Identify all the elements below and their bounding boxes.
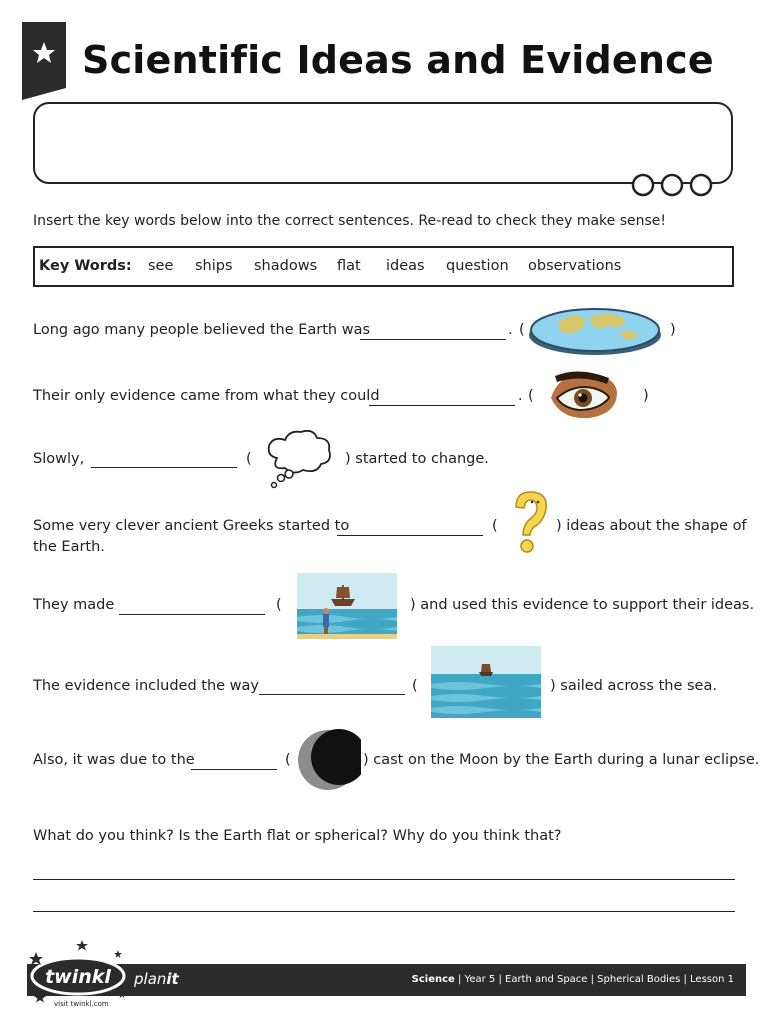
- ship-sea-image: [431, 646, 541, 718]
- answer-blank-4[interactable]: [337, 535, 483, 536]
- answer-line-2[interactable]: [33, 911, 735, 912]
- question-mark-image: [510, 489, 550, 555]
- sentence-6-end: ) sailed across the sea.: [550, 678, 717, 694]
- moon-eclipse-image: [295, 727, 361, 793]
- key-word: ships: [195, 258, 233, 274]
- lesson-breadcrumb: Science | Year 5 | Earth and Space | Spherical Bodies | Lesson 1: [411, 974, 734, 985]
- instructions-text: Insert the key words below into the correct sentences. Re-read to check they make sense!: [33, 213, 667, 229]
- sentence-1-period: .: [508, 322, 513, 338]
- key-word: shadows: [254, 258, 318, 274]
- sentence-1-text: Long ago many people believed the Earth was: [33, 322, 371, 338]
- sentence-6-text: The evidence included the way: [33, 678, 260, 694]
- ship-observer-image: [297, 573, 397, 639]
- answer-blank-7[interactable]: [191, 769, 277, 770]
- sentence-5-text: They made: [33, 597, 115, 613]
- key-word: ideas: [386, 258, 425, 274]
- sentence-5-end: ) and used this evidence to support their ideas.: [410, 597, 755, 613]
- key-word: question: [446, 258, 509, 274]
- eye-image: [549, 368, 619, 422]
- key-word: observations: [528, 258, 622, 274]
- key-words-label: Key Words:: [39, 258, 132, 274]
- page-title: Scientific Ideas and Evidence: [82, 38, 714, 82]
- sentence-7-end: ) cast on the Moon by the Earth during a lunar eclipse.: [363, 752, 760, 768]
- sentence-4-end-line2: the Earth.: [33, 539, 105, 555]
- key-word: see: [148, 258, 174, 274]
- key-words-box: [33, 246, 734, 287]
- thought-cloud-image: [263, 428, 335, 492]
- sentence-7-text: Also, it was due to the: [33, 752, 195, 768]
- answer-blank-1[interactable]: [360, 339, 506, 340]
- sentence-3-text: Slowly,: [33, 451, 85, 467]
- learning-objective-box: [33, 102, 733, 184]
- flat-earth-image: [528, 305, 663, 357]
- planit-logo: planit: [134, 970, 179, 988]
- sentence-4-text: Some very clever ancient Greeks started to: [33, 518, 350, 534]
- reflection-question: What do you think? Is the Earth flat or spherical? Why do you think that?: [33, 828, 562, 844]
- answer-line-1[interactable]: [33, 879, 735, 880]
- decorative-circles-icon: [630, 173, 714, 197]
- star-bookmark-icon: [22, 22, 66, 100]
- sentence-3-end: ) started to change.: [345, 451, 489, 467]
- sentence-2-period: .: [518, 388, 523, 404]
- sentence-2-text: Their only evidence came from what they could: [33, 388, 380, 404]
- svg-text:twinkl: twinkl: [45, 966, 111, 988]
- answer-blank-3[interactable]: [91, 467, 237, 468]
- sentence-4-end: ) ideas about the shape of: [556, 518, 747, 534]
- key-word: flat: [337, 258, 361, 274]
- answer-blank-6[interactable]: [259, 694, 405, 695]
- visit-twinkl-text: visit twinkl.com: [54, 1000, 109, 1008]
- answer-blank-5[interactable]: [119, 614, 265, 615]
- answer-blank-2[interactable]: [369, 405, 515, 406]
